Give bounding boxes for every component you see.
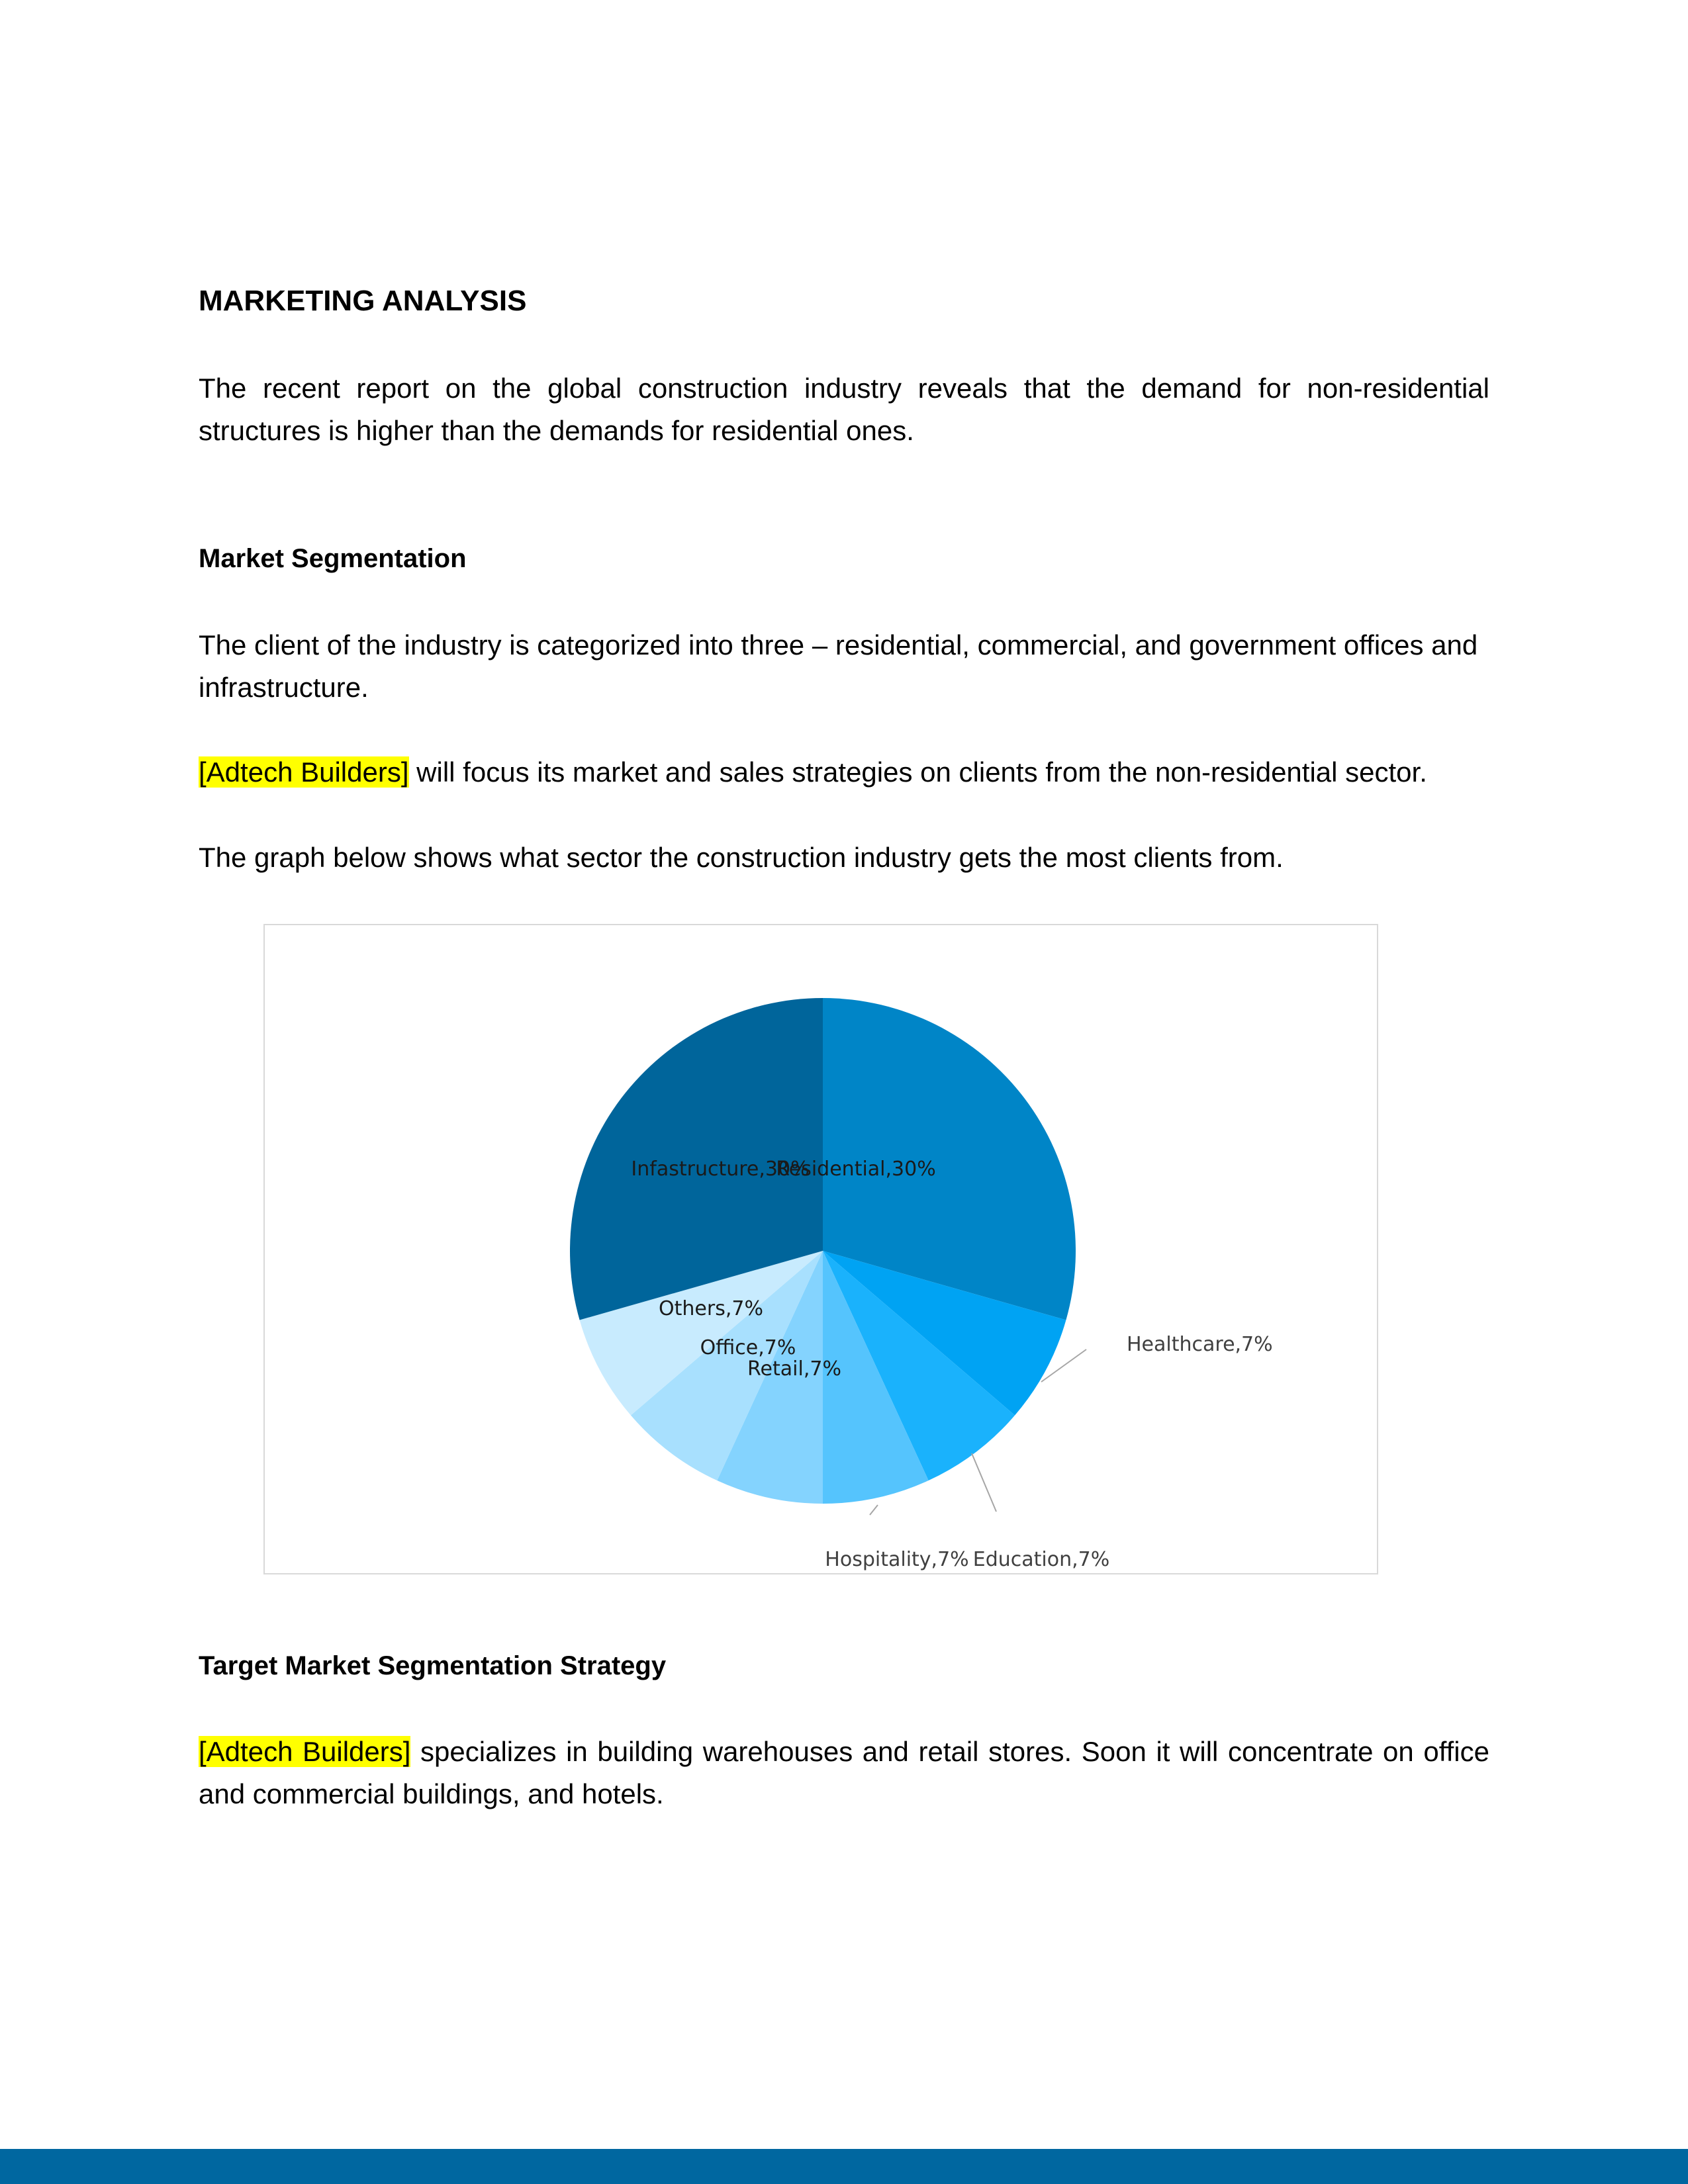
- focus-text: will focus its market and sales strategies on clients from the non-residential sector.: [408, 756, 1427, 788]
- pie-label-healthcare: Healthcare,7%: [1127, 1333, 1273, 1356]
- intro-paragraph: The recent report on the global construction industry reveals that the demand for non-residential structures is higher than the demands for residential ones.: [199, 373, 1489, 446]
- segmentation-paragraph-clients: The client of the industry is categorized into three – residential, commercial, and government offices and infrastructure.: [199, 629, 1478, 703]
- company-name-highlight: [Adtech Builders]: [199, 1736, 411, 1767]
- pie-label-hospitality: Hospitality,7%: [825, 1548, 969, 1571]
- market-segmentation-heading: Market Segmentation: [199, 544, 467, 573]
- sector-pie-chart: [263, 924, 1378, 1574]
- segmentation-paragraph-focus: [199, 751, 1489, 794]
- graph-intro-paragraph: The graph below shows what sector the construction industry gets the most clients from.: [199, 842, 1284, 873]
- footer-bar: [0, 2149, 1688, 2184]
- leader-line-education: [972, 1453, 996, 1512]
- pie-chart-svg: [265, 925, 1380, 1576]
- pie-label-education: Education,7%: [972, 1548, 1110, 1571]
- pie-label-residential: Residential,30%: [776, 1158, 936, 1181]
- page-title: MARKETING ANALYSIS: [199, 285, 527, 317]
- company-name-highlight: [Adtech Builders]: [199, 756, 409, 788]
- pie-label-retail: Retail,7%: [747, 1357, 841, 1381]
- pie-label-others: Others,7%: [659, 1297, 763, 1320]
- target-strategy-paragraph: [199, 1731, 1489, 1815]
- pie-label-office: Office,7%: [700, 1336, 796, 1359]
- leader-line-hospitality: [870, 1505, 878, 1515]
- strategy-text: specializes in building warehouses and retail stores. Soon it will concentrate on office and commercial buildings, and hotels.: [199, 1736, 1489, 1809]
- pie-label-infastructure: Infastructure,30%: [631, 1158, 810, 1181]
- target-strategy-heading: Target Market Segmentation Strategy: [199, 1651, 667, 1680]
